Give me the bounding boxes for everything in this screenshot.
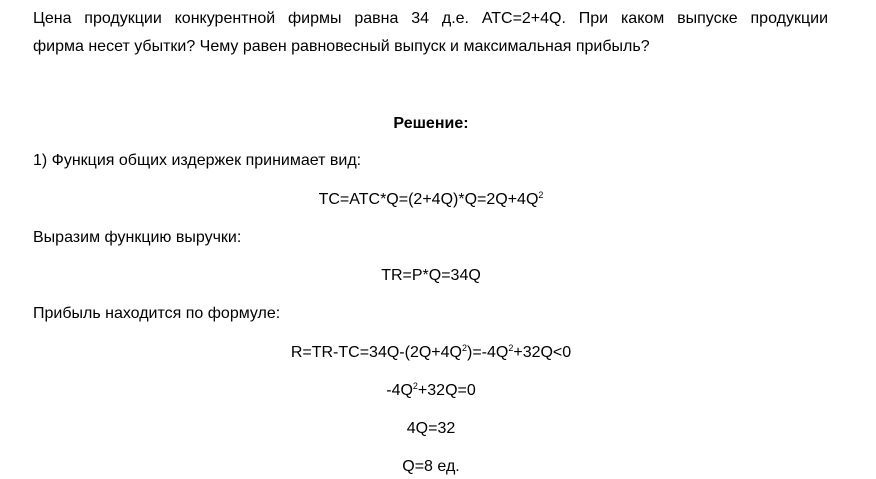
tc-formula xyxy=(0,190,862,210)
profit-formula-exponent-2: 2 xyxy=(508,343,514,353)
profit-formula-exponent-1: 2 xyxy=(461,343,467,353)
equation-1 xyxy=(0,381,862,401)
revenue-label: Выразим функцию выручки: xyxy=(33,229,242,246)
problem-line-2: фирма несет убытки? Чему равен равновесный выпуск и максимальная прибыль? xyxy=(33,38,650,55)
tc-formula-text: TC=ATC*Q=(2+4Q)*Q=2Q+4Q xyxy=(318,191,539,208)
profit-formula-part3: +32Q<0 xyxy=(513,344,572,361)
tc-formula-exponent: 2 xyxy=(538,190,544,200)
profit-formula-part1: R=TR-TC=34Q-(2Q+4Q xyxy=(290,344,462,361)
profit-formula xyxy=(0,343,862,363)
step1-label: 1) Функция общих издержек принимает вид: xyxy=(33,152,362,169)
equation-3: Q=8 ед. xyxy=(402,458,460,475)
equation-2: 4Q=32 xyxy=(406,420,456,437)
problem-line-1: Цена продукции конкурентной фирмы равна 34 д.е. АТС=2+4Q. При каком выпуске продукции xyxy=(33,10,828,27)
profit-label: Прибыль находится по формуле: xyxy=(33,305,281,322)
equation-1-exponent: 2 xyxy=(412,381,418,391)
profit-formula-part2: )=-4Q xyxy=(466,344,509,361)
equation-1-part2: +32Q=0 xyxy=(417,382,476,399)
equation-1-part1: -4Q xyxy=(386,382,413,399)
tr-formula: TR=P*Q=34Q xyxy=(381,267,481,284)
solution-heading: Решение: xyxy=(393,115,469,132)
